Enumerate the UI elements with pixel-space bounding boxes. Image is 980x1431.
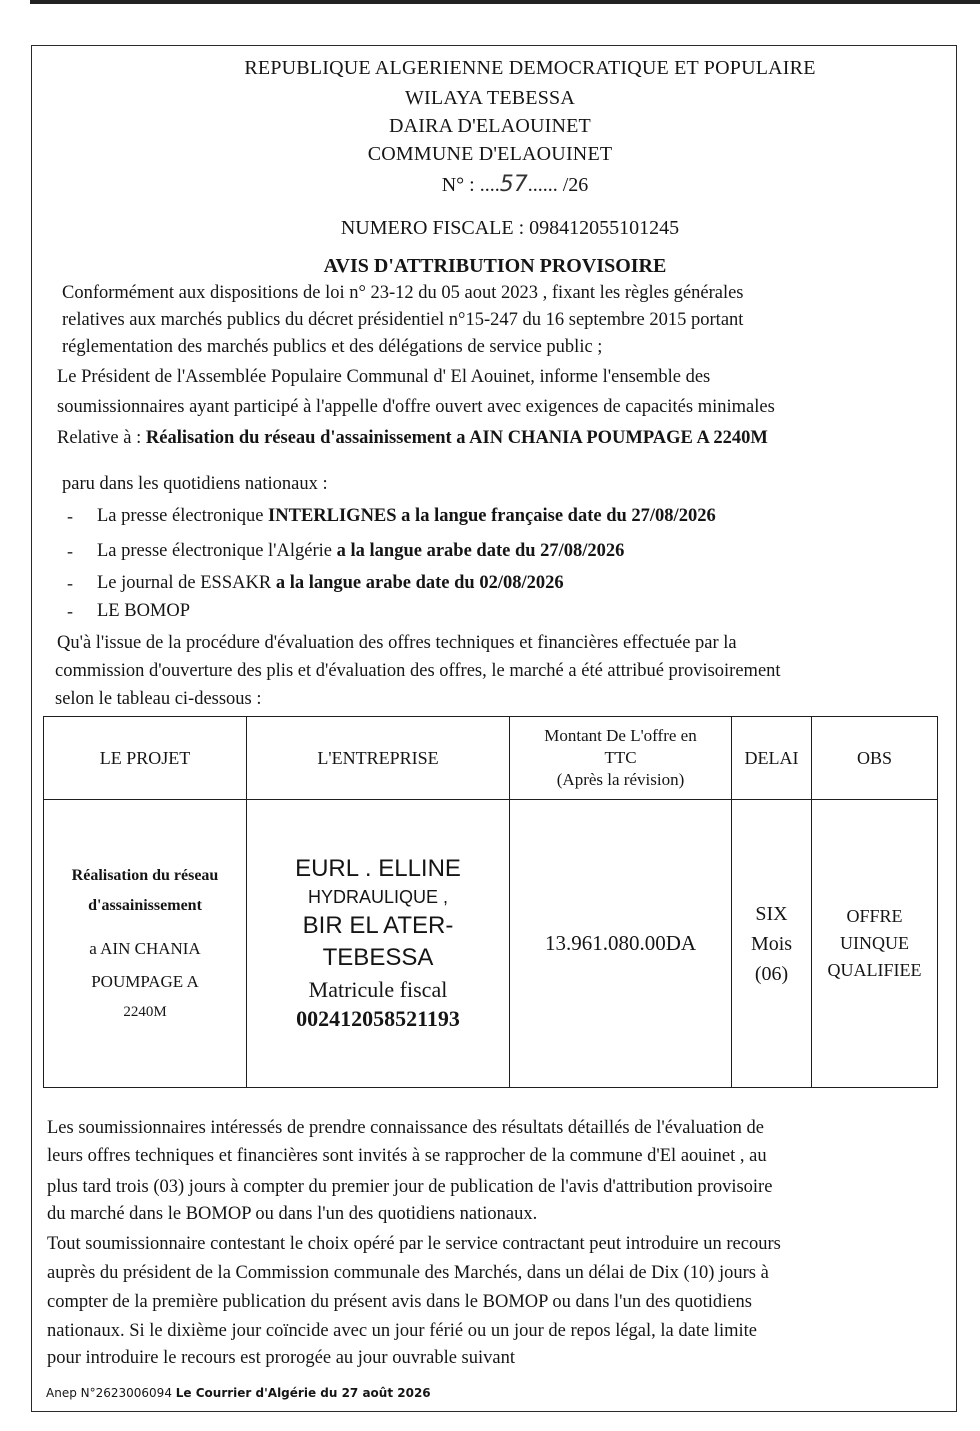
anep-number: Anep N°2623006094: [46, 1386, 176, 1400]
table-header-row: [44, 717, 938, 800]
fiscal-number: NUMERO FISCALE : 098412055101245: [340, 217, 680, 239]
issue-line-2: commission d'ouverture des plis et d'évaluation des offres, le marché a été attribué provisoirement: [55, 661, 781, 681]
reference-number: [0, 172, 980, 197]
cell-projet: [44, 800, 247, 1088]
projet-line: d'assainissement: [88, 896, 202, 914]
header-montant-line: Montant De L'offre en: [544, 725, 697, 745]
header-montant-line: TTC: [604, 747, 637, 767]
projet-line: 2240M: [123, 1003, 167, 1020]
publication-detail: a la langue arabe date du 02/08/2026: [275, 573, 564, 593]
closing-b-line-3: compter de la première publication du présent avis dans le BOMOP ou dans l'un des quotidiens: [47, 1292, 752, 1312]
publication-item: [97, 601, 190, 622]
bullet-dash: -: [67, 573, 73, 593]
matricule-fiscal: 002412058521193: [296, 1006, 460, 1032]
header-commune: COMMUNE D'ELAOUINET: [367, 143, 613, 165]
top-rule: [30, 0, 980, 4]
cell-montant: 13.961.080.00DA: [510, 800, 732, 1088]
bullet-dash: -: [67, 506, 73, 526]
publication-detail: a la langue arabe date du 27/08/2026: [336, 541, 625, 561]
num-suffix: ...... /26: [527, 174, 589, 196]
num-prefix: N° : ....: [441, 174, 500, 196]
header-projet: LE PROJET: [44, 717, 247, 800]
header-wilaya: WILAYA TEBESSA: [404, 87, 576, 109]
intro-line-5: soumissionnaires ayant participé à l'appelle d'offre ouvert avec exigences de capacités minimales: [57, 397, 775, 417]
header-daira: DAIRA D'ELAOUINET: [389, 115, 591, 137]
issue-line-1: Qu'à l'issue de la procédure d'évaluation des offres techniques et financières effectuée par la: [57, 633, 737, 653]
attribution-table: [43, 716, 938, 1088]
delai-line: SIX: [755, 902, 788, 925]
table-row: [44, 800, 938, 1088]
closing-a-line-4: du marché dans le BOMOP ou dans l'un des quotidiens nationaux.: [47, 1204, 538, 1224]
relative-object: Réalisation du réseau d'assainissement a AIN CHANIA POUMPAGE A 2240M: [145, 428, 768, 448]
header-republic: REPUBLIQUE ALGERIENNE DEMOCRATIQUE ET POPULAIRE: [244, 57, 816, 79]
delai-line: (06): [754, 962, 789, 985]
closing-b-line-5: pour introduire le recours est prorogée au jour ouvrable suivant: [47, 1348, 516, 1368]
closing-b-line-4: nationaux. Si le dixième jour coïncide avec un jour férié ou un jour de repos légal, la date limite: [47, 1321, 757, 1341]
header-montant-line: (Après la révision): [556, 770, 685, 790]
publication-item: [97, 541, 624, 562]
cell-obs: [812, 800, 938, 1088]
obs-line: OFFRE: [846, 906, 903, 926]
intro-line-4: Le Président de l'Assemblée Populaire Communal d' El Aouinet, informe l'ensemble des: [57, 367, 711, 387]
publication-text: Le journal de ESSAKR: [97, 573, 276, 593]
publication-text: LE BOMOP: [97, 601, 191, 621]
obs-line: QUALIFIEE: [827, 960, 922, 980]
publication-item: [97, 506, 716, 527]
entreprise-line: HYDRAULIQUE ,: [307, 887, 449, 908]
closing-a-line-1: Les soumissionnaires intéressés de prendre connaissance des résultats détaillés de l'évaluation de: [47, 1118, 764, 1138]
closing-b-line-2: auprès du président de la Commission communale des Marchés, dans un délai de Dix (10) jours à: [47, 1263, 769, 1283]
cell-entreprise: [247, 800, 510, 1088]
publication-text: La presse électronique l'Algérie: [97, 541, 337, 561]
header-entreprise: L'ENTREPRISE: [247, 717, 510, 800]
projet-line: a AIN CHANIA: [89, 939, 201, 959]
publication-item: [97, 573, 564, 594]
entreprise-line: BIR EL ATER-: [302, 911, 454, 939]
intro-line-1: Conformément aux dispositions de loi n° 23-12 du 05 aout 2023 , fixant les règles générales: [62, 283, 744, 303]
publication-detail: INTERLIGNES a la langue française date du 27/08/2026: [268, 506, 716, 526]
intro-line-2: relatives aux marchés publics du décret présidentiel n°15-247 du 16 septembre 2015 portant: [62, 310, 744, 330]
obs-line: UINQUE: [840, 933, 909, 953]
issue-line-3: selon le tableau ci-dessous :: [55, 689, 262, 709]
closing-b-line-1: Tout soumissionnaire contestant le choix opéré par le service contractant peut introduire un recours: [47, 1234, 781, 1254]
intro-line-3: réglementation des marchés publics et des délégations de service public ;: [62, 337, 603, 357]
header-delai: DELAI: [732, 717, 812, 800]
notice-title: AVIS D'ATTRIBUTION PROVISOIRE: [323, 255, 667, 277]
projet-line: Réalisation du réseau: [71, 866, 219, 884]
entreprise-line: Matricule fiscal: [308, 976, 448, 1002]
publication-footer: [46, 1386, 431, 1400]
publication-text: La presse électronique: [97, 506, 269, 526]
entreprise-line: EURL . ELLINE: [295, 855, 461, 883]
entreprise-line: TEBESSA: [322, 944, 434, 972]
header-obs: OBS: [812, 717, 938, 800]
cell-delai: [732, 800, 812, 1088]
paru-line: paru dans les quotidiens nationaux :: [62, 474, 328, 494]
closing-a-line-3: plus tard trois (03) jours à compter du premier jour de publication de l'avis d'attribution provisoire: [47, 1177, 773, 1197]
num-handwritten: 57: [499, 172, 528, 197]
projet-line: POUMPAGE A: [91, 971, 199, 991]
newspaper-credit: Le Courrier d'Algérie du 27 août 2026: [175, 1386, 431, 1400]
closing-a-line-2: leurs offres techniques et financières sont invités à se rapprocher de la commune d'El aouinet , au: [47, 1146, 767, 1166]
bullet-dash: -: [67, 541, 73, 561]
relative-prefix: Relative à :: [57, 428, 146, 448]
relative-line: [57, 428, 768, 449]
header-montant: [510, 717, 732, 800]
bullet-dash: -: [67, 601, 73, 621]
delai-line: Mois: [750, 932, 793, 955]
